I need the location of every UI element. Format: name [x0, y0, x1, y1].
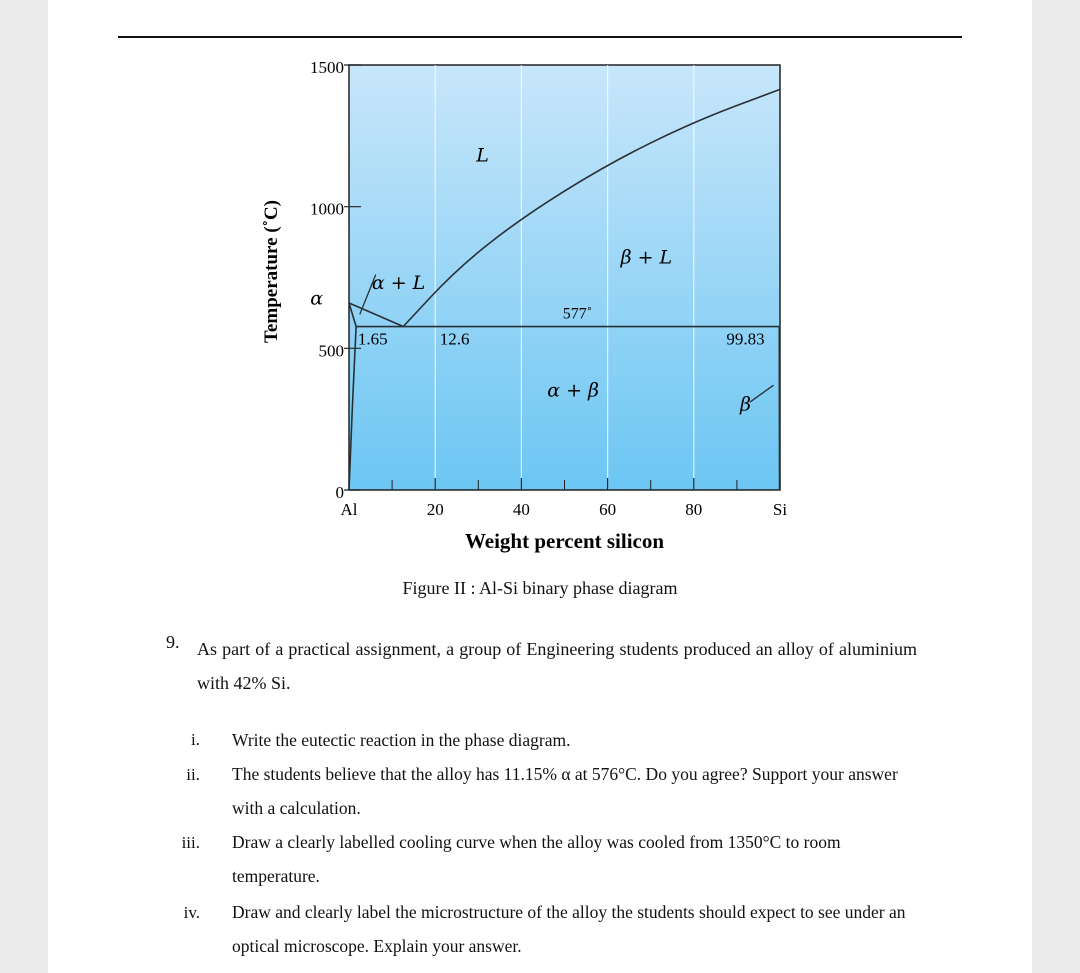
region-label: α [310, 287, 324, 310]
sub-question-text: Write the eutectic reaction in the phase diagram. [232, 730, 571, 750]
region-label: β [740, 393, 752, 416]
region-label: L [476, 144, 489, 167]
x-tick-label: Si [772, 500, 788, 519]
question-number: 9. [166, 632, 180, 652]
x-tick-label: Al [340, 500, 358, 519]
y-tick-label: 1000 [310, 199, 344, 219]
region-label: α + L [371, 271, 426, 294]
region-label: α + β [547, 379, 600, 402]
sub-question-number: iii. [181, 833, 200, 852]
region-label: β + L [620, 246, 673, 269]
y-tick-label: 1500 [310, 58, 344, 77]
sub-question-text: Draw and clearly label the microstructure of the alloy the students should expect to see under an optical microscope. Explain your answer. [232, 902, 906, 956]
x-tick-label: 40 [512, 500, 530, 519]
figure-caption: Figure II : Al-Si binary phase diagram [402, 578, 678, 598]
question-text: As part of a practical assignment, a group of Engineering students produced an alloy of aluminium with 42% Si. [197, 639, 917, 693]
x-tick-label: 60 [599, 500, 617, 519]
composition-label: 12.6 [439, 329, 470, 349]
y-tick-label: 0 [335, 483, 344, 502]
sub-question-number: i. [191, 730, 200, 749]
sub-question-text: The students believe that the alloy has 11.15% α at 576°C. Do you agree? Support your answer with a calculation. [232, 764, 898, 818]
eutectic-temperature-label: 577˚ [562, 305, 593, 323]
composition-label: 1.65 [357, 329, 388, 349]
x-tick-label: 80 [685, 500, 703, 519]
x-tick-label: 20 [426, 500, 444, 519]
sub-question-number: iv. [183, 903, 200, 922]
composition-label: 99.83 [726, 329, 765, 349]
sub-question-text: Draw a clearly labelled cooling curve when the alloy was cooled from 1350°C to room temperature. [232, 832, 841, 886]
sub-question-number: ii. [186, 765, 200, 784]
y-tick-label: 500 [318, 341, 344, 361]
y-axis-title: Temperature (˚C) [261, 200, 282, 343]
x-axis-title: Weight percent silicon [464, 529, 665, 553]
